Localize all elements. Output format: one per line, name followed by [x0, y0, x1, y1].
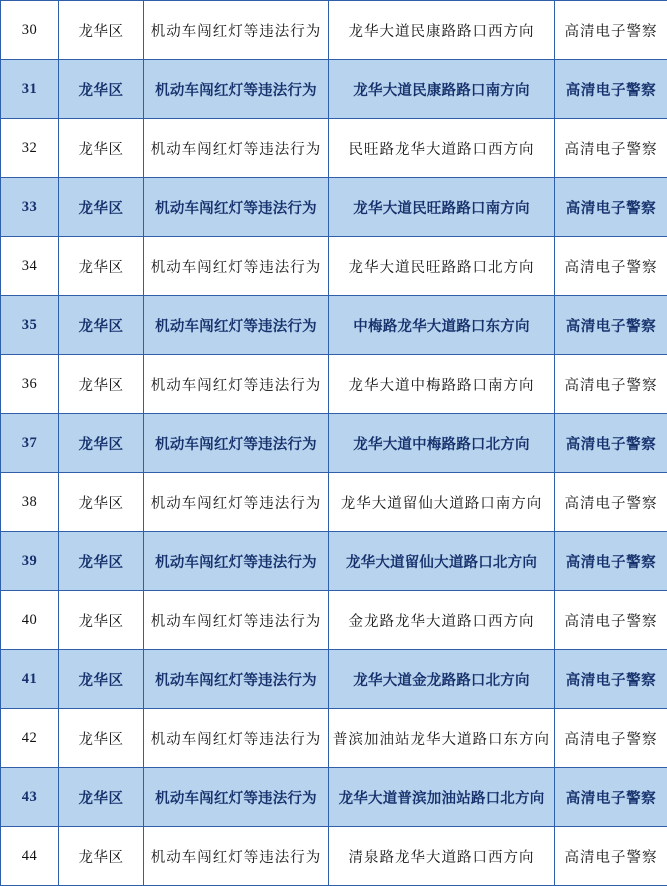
cell-device-type: 高清电子警察: [555, 827, 667, 886]
cell-violation-type: 机动车闯红灯等违法行为: [144, 591, 329, 650]
table-row: [1, 827, 667, 886]
cell-device-type: 高清电子警察: [555, 414, 667, 473]
cell-location: 龙华大道民康路路口西方向: [329, 1, 555, 60]
cell-district: 龙华区: [59, 532, 144, 591]
cell-district: 龙华区: [59, 60, 144, 119]
cell-location: 金龙路龙华大道路口西方向: [329, 591, 555, 650]
cell-device-type: 高清电子警察: [555, 591, 667, 650]
cell-device-type: 高清电子警察: [555, 473, 667, 532]
cell-device-type: 高清电子警察: [555, 60, 667, 119]
cell-serial-number: 31: [1, 60, 59, 119]
cell-district: 龙华区: [59, 119, 144, 178]
cell-serial-number: 42: [1, 709, 59, 768]
cell-location: 龙华大道民旺路路口北方向: [329, 237, 555, 296]
cell-location: 龙华大道普滨加油站路口北方向: [329, 768, 555, 827]
table-row: [1, 709, 667, 768]
cell-violation-type: 机动车闯红灯等违法行为: [144, 473, 329, 532]
cell-location: 龙华大道中梅路路口北方向: [329, 414, 555, 473]
table-row: [1, 1, 667, 60]
cell-district: 龙华区: [59, 473, 144, 532]
cell-violation-type: 机动车闯红灯等违法行为: [144, 237, 329, 296]
cell-violation-type: 机动车闯红灯等违法行为: [144, 178, 329, 237]
table-row: [1, 119, 667, 178]
cell-serial-number: 44: [1, 827, 59, 886]
cell-device-type: 高清电子警察: [555, 1, 667, 60]
cell-serial-number: 33: [1, 178, 59, 237]
cell-location: 龙华大道金龙路路口北方向: [329, 650, 555, 709]
cell-violation-type: 机动车闯红灯等违法行为: [144, 355, 329, 414]
cell-serial-number: 43: [1, 768, 59, 827]
table-row: [1, 768, 667, 827]
cell-location: 龙华大道留仙大道路口北方向: [329, 532, 555, 591]
cell-serial-number: 41: [1, 650, 59, 709]
cell-device-type: 高清电子警察: [555, 768, 667, 827]
cell-location: 普滨加油站龙华大道路口东方向: [329, 709, 555, 768]
table-row: [1, 650, 667, 709]
cell-serial-number: 36: [1, 355, 59, 414]
table-body: [1, 1, 667, 886]
cell-device-type: 高清电子警察: [555, 178, 667, 237]
cell-location: 民旺路龙华大道路口西方向: [329, 119, 555, 178]
cell-district: 龙华区: [59, 591, 144, 650]
cell-violation-type: 机动车闯红灯等违法行为: [144, 296, 329, 355]
cell-device-type: 高清电子警察: [555, 709, 667, 768]
cell-location: 龙华大道民旺路路口南方向: [329, 178, 555, 237]
cell-violation-type: 机动车闯红灯等违法行为: [144, 768, 329, 827]
cell-violation-type: 机动车闯红灯等违法行为: [144, 60, 329, 119]
cell-serial-number: 37: [1, 414, 59, 473]
cell-serial-number: 40: [1, 591, 59, 650]
cell-district: 龙华区: [59, 296, 144, 355]
cell-device-type: 高清电子警察: [555, 119, 667, 178]
cell-serial-number: 32: [1, 119, 59, 178]
table-row: [1, 532, 667, 591]
table-row: [1, 414, 667, 473]
cell-serial-number: 35: [1, 296, 59, 355]
table-row: [1, 591, 667, 650]
cell-district: 龙华区: [59, 1, 144, 60]
table-row: [1, 60, 667, 119]
table-row: [1, 355, 667, 414]
cell-violation-type: 机动车闯红灯等违法行为: [144, 414, 329, 473]
table-row: [1, 473, 667, 532]
cell-location: 龙华大道中梅路路口南方向: [329, 355, 555, 414]
cell-location: 清泉路龙华大道路口西方向: [329, 827, 555, 886]
cell-location: 中梅路龙华大道路口东方向: [329, 296, 555, 355]
cell-serial-number: 39: [1, 532, 59, 591]
cell-district: 龙华区: [59, 237, 144, 296]
cell-violation-type: 机动车闯红灯等违法行为: [144, 1, 329, 60]
cell-violation-type: 机动车闯红灯等违法行为: [144, 532, 329, 591]
cell-violation-type: 机动车闯红灯等违法行为: [144, 827, 329, 886]
cell-district: 龙华区: [59, 355, 144, 414]
cell-district: 龙华区: [59, 414, 144, 473]
cell-violation-type: 机动车闯红灯等违法行为: [144, 709, 329, 768]
cell-device-type: 高清电子警察: [555, 650, 667, 709]
cell-serial-number: 34: [1, 237, 59, 296]
cell-location: 龙华大道民康路路口南方向: [329, 60, 555, 119]
cell-device-type: 高清电子警察: [555, 296, 667, 355]
cell-violation-type: 机动车闯红灯等违法行为: [144, 119, 329, 178]
cell-district: 龙华区: [59, 178, 144, 237]
cell-district: 龙华区: [59, 709, 144, 768]
cell-violation-type: 机动车闯红灯等违法行为: [144, 650, 329, 709]
table-row: [1, 296, 667, 355]
cell-location: 龙华大道留仙大道路口南方向: [329, 473, 555, 532]
cell-serial-number: 30: [1, 1, 59, 60]
cell-serial-number: 38: [1, 473, 59, 532]
cell-district: 龙华区: [59, 650, 144, 709]
cell-district: 龙华区: [59, 827, 144, 886]
table-row: [1, 237, 667, 296]
cell-device-type: 高清电子警察: [555, 237, 667, 296]
cell-device-type: 高清电子警察: [555, 355, 667, 414]
cell-district: 龙华区: [59, 768, 144, 827]
cell-device-type: 高清电子警察: [555, 532, 667, 591]
table-row: [1, 178, 667, 237]
